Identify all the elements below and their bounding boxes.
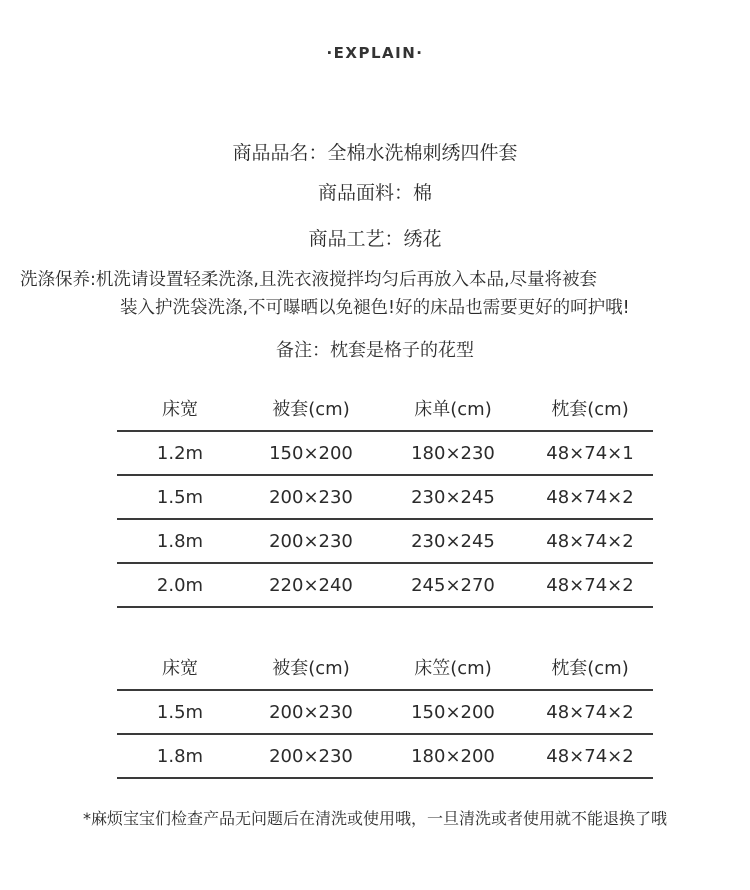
product-craft: 商品工艺：绣花: [308, 228, 442, 250]
table-cell: 200×230: [269, 701, 353, 723]
care-line-1: 洗涤保养:机洗请设置轻柔洗涤,且洗衣液搅拌均匀后再放入本品,尽量将被套: [20, 270, 598, 290]
table-row: [117, 520, 653, 564]
table-cell: 180×200: [411, 745, 495, 767]
table-row: [117, 689, 653, 735]
table-cell: 200×230: [269, 486, 353, 508]
product-fabric: 商品面料：棉: [317, 182, 432, 204]
table-cell: 48×74×1: [546, 442, 634, 464]
table-cell: 200×230: [269, 530, 353, 552]
column-header: 床笠(cm): [414, 658, 492, 679]
table-cell: 48×74×2: [546, 701, 634, 723]
column-header: 床宽: [162, 658, 198, 679]
table-cell: 200×230: [269, 745, 353, 767]
table-row: [117, 476, 653, 520]
column-header: 床宽: [162, 399, 198, 420]
table-cell: 1.5m: [156, 701, 204, 723]
table-cell: 150×200: [411, 701, 495, 723]
note: 备注：枕套是格子的花型: [276, 340, 474, 361]
table-cell: 48×74×2: [546, 574, 634, 596]
table-cell: 180×230: [411, 442, 495, 464]
table-cell: 150×200: [269, 442, 353, 464]
table-header-row: [117, 386, 653, 430]
table-cell: 245×270: [411, 574, 495, 596]
table-cell: 1.8m: [156, 745, 204, 767]
table-cell: 1.5m: [156, 486, 204, 508]
table-row: [117, 430, 653, 476]
size-table-sheet: [117, 386, 653, 608]
table-cell: 220×240: [269, 574, 353, 596]
table-cell: 230×245: [411, 530, 495, 552]
table-cell: 2.0m: [156, 574, 204, 596]
table-cell: 48×74×2: [546, 486, 634, 508]
table-header-row: [117, 645, 653, 689]
table-cell: 1.8m: [156, 530, 204, 552]
table-cell: 1.2m: [156, 442, 204, 464]
column-header: 枕套(cm): [551, 658, 629, 679]
size-table-fitted: [117, 645, 653, 779]
column-header: 被套(cm): [272, 658, 350, 679]
table-cell: 230×245: [411, 486, 495, 508]
table-cell: 48×74×2: [546, 745, 634, 767]
table-row: [117, 564, 653, 608]
column-header: 被套(cm): [272, 399, 350, 420]
care-line-2: 装入护洗袋洗涤,不可曝晒以免褪色!好的床品也需要更好的呵护哦!: [120, 298, 630, 318]
footnote: *麻烦宝宝们检查产品无问题后在清洗或使用哦，一旦清洗或者使用就不能退换了哦: [82, 809, 667, 828]
column-header: 枕套(cm): [551, 399, 629, 420]
care-instructions: [20, 266, 730, 322]
column-header: 床单(cm): [414, 399, 492, 420]
table-cell: 48×74×2: [546, 530, 634, 552]
section-header: ·EXPLAIN·: [326, 44, 424, 62]
table-row: [117, 735, 653, 779]
product-name: 商品品名：全棉水洗棉刺绣四件套: [232, 142, 518, 164]
